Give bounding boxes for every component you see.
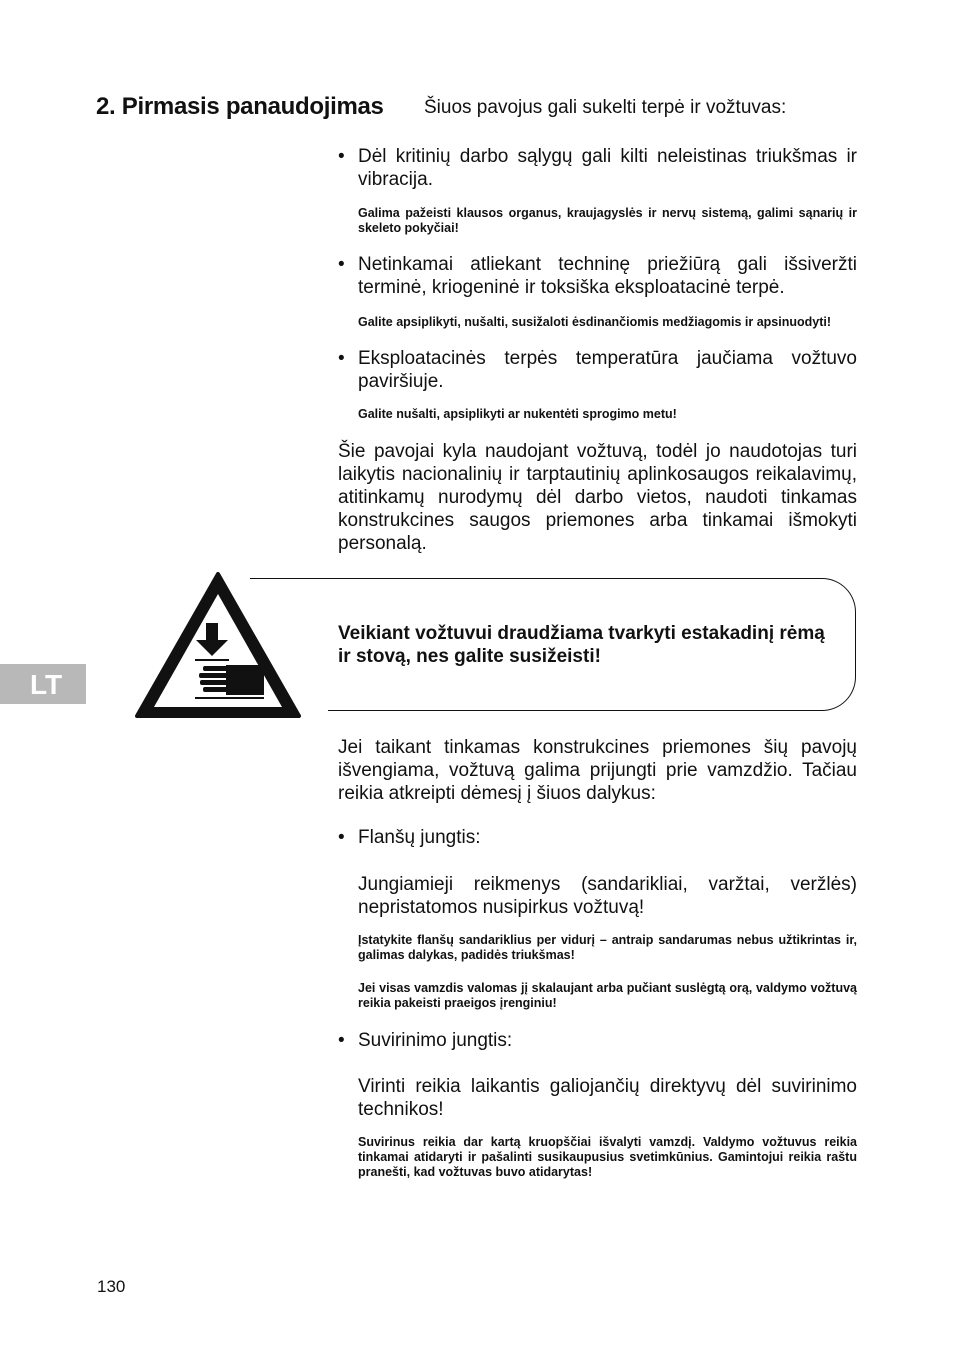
hazard-text: Dėl kritinių darbo sąlygų gali kilti neleistinas triukšmas ir vibracija. [358,146,857,190]
hazard-item-2 [338,253,857,299]
crush-hazard-warning-icon [133,570,303,720]
flange-text: Jungiamieji reikmenys (sandarikliai, varžtai, veržlės) nepristatomos nusipirkus vožtuvą! [358,874,857,918]
bullet-icon: • [338,827,345,848]
paragraph-connection-intro: Jei taikant tinkamas konstrukcines priemones šių pavojų išvengiama, vožtuvą galima prijungti prie vamzdžio. Tačiau reikia atkreipti dėmesį į šiuos dalykus: [338,737,857,804]
hazard-note-2: Galite apsiplikyti, nušalti, susižaloti ėsdinančiomis medžiagomis ir apsinuodyti! [358,315,832,329]
bullet-icon: • [338,1030,345,1051]
section-heading: 2. Pirmasis panaudojimas [96,93,384,120]
hazard-note-3: Galite nušalti, apsiplikyti ar nukentėti sprogimo metu! [358,407,677,421]
language-tab: LT [0,664,86,704]
flange-title: Flanšų jungtis: [358,827,481,848]
paragraph-operator-duties: Šie pavojai kyla naudojant vožtuvą, todėl jo naudotojas turi laikytis nacionalinių ir tarptautinių aplinkosaugos reikalavimų, atitinkamų nurodymų dėl darbo vietos, naudoti tinkamas konstrukcines saugos priemones arba tinkamai išmokyti personalą. [338,441,857,554]
weld-text: Virinti reikia laikantis galiojančių direktyvų dėl suvirinimo technikos! [358,1076,857,1120]
flange-note-2: Jei visas vamzdis valomas jį skalaujant arba pučiant suslėgtą orą, valdymo vožtuvą reikia pakeisti praeigos įrenginiu! [358,981,857,1010]
flange-item [338,826,857,849]
section-intro: Šiuos pavojus gali sukelti terpė ir vožtuvas: [424,97,787,118]
bullet-icon: • [338,254,345,275]
bullet-icon: • [338,348,345,369]
weld-item [338,1029,857,1052]
warning-text: Veikiant vožtuvui draudžiama tvarkyti estakadinį rėmą ir stovą, nes galite susižeisti! [338,623,825,667]
weld-note: Suvirinus reikia dar kartą kruopščiai išvalyti vamzdį. Valdymo vožtuvus reikia tinkamai atidaryti ir pašalinti susikaupusius svetimkūnius. Gamintojui reikia raštu pranešti, kad vožtuvas buvo atidarytas! [358,1135,857,1179]
hazard-item-1 [338,145,857,191]
hazard-note-1: Galima pažeisti klausos organus, kraujagyslės ir nervų sistemą, galimi sąnarių ir skeleto pokyčiai! [358,206,857,235]
page-number: 130 [97,1277,126,1296]
flange-note-1: Įstatykite flanšų sandariklius per vidurį – antraip sandarumas nebus užtikrintas ir, galimas dalykas, padidės triukšmas! [358,933,857,962]
hazard-text: Netinkamai atliekant techninę priežiūrą gali išsiveržti terminė, kriogeninė ir toksiška eksploatacinė terpė. [358,254,857,298]
hazard-text: Eksploatacinės terpės temperatūra jaučiama vožtuvo paviršiuje. [358,348,857,392]
bullet-icon: • [338,146,345,167]
weld-title: Suvirinimo jungtis: [358,1030,513,1051]
hazard-item-3 [338,347,857,393]
